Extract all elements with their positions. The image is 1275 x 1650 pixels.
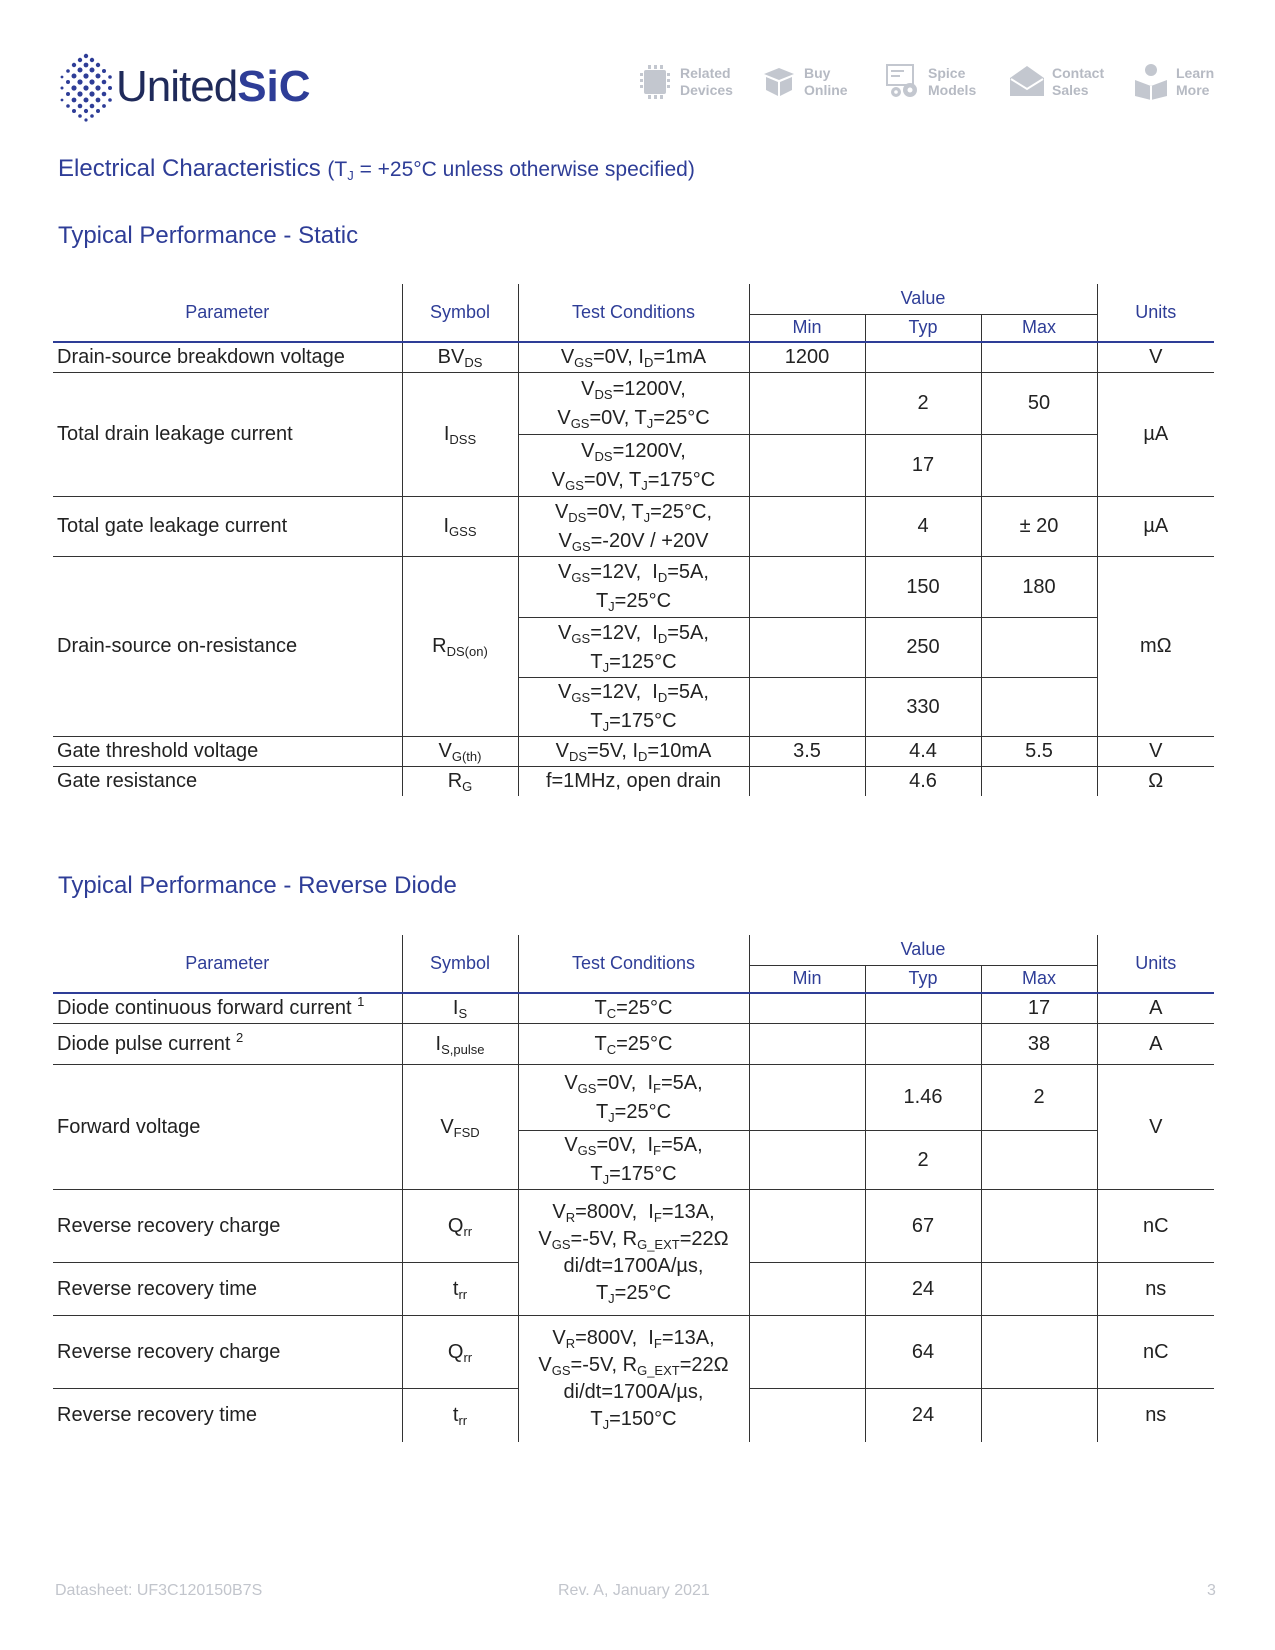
cond-bvds: $V_{GS}=0V$, $I_D=1mA$ [518,342,749,373]
table-row: $V_{GS}=12V$, $I_D=5A$, $T_J=125^\circ C$ 250 [53,618,1214,678]
table-row: Diode pulse current $^2$ $I_{S,pulse}$ $T_C=25^\circ C$ 38 A [53,1024,1214,1065]
table-row: Drain-source breakdown voltage $BV_{DS}$ $V_{GS}=0V$, $I_D=1mA$ 1200 V [53,342,1214,373]
header-value: Value [749,935,1097,965]
symbol-rg: $R_G$ [402,767,518,797]
cond-rds-125: $V_{GS}=12V$, $I_D=5A$, $T_J=125^\circ C$ [518,618,749,678]
symbol-bvds: $BV_{DS}$ [402,342,518,373]
envelope-icon [1008,62,1046,102]
symbol-trr: $t_{rr}$ [402,1263,518,1316]
symbol-qrr: $Q_{rr}$ [402,1190,518,1263]
logo-dots-icon [58,52,114,122]
table-row: Diode continuous forward current $^1$ $I_S$ $T_C=25^\circ C$ 17 A [53,993,1214,1024]
footer-datasheet: Datasheet: UF3C120150B7S [55,1582,263,1599]
symbol-ispulse: $I_{S,pulse}$ [402,1024,518,1065]
header-min: Min [749,965,865,993]
param-ispulse: Diode pulse current $^2$ [57,1029,244,1055]
cond-idss-175: $V_{DS}=1200V$, $V_{GS}=0V$, $T_J=175^\circ C$ [518,435,749,497]
symbol-vgth: $V_{G(th)}$ [402,737,518,767]
table-row: Gate resistance $R_G$ f=1MHz, open drain 4.6 Ω [53,767,1214,797]
top-nav [636,62,1256,102]
cond-rds-25: $V_{GS}=12V$, $I_D=5A$, $T_J=25^\circ C$ [518,557,749,618]
symbol-is: $I_S$ [402,993,518,1024]
table-row: $V_{GS}=12V$, $I_D=5A$, $T_J=175^\circ C$ 330 [53,678,1214,737]
table-row: $V_{DS}=1200V$, $V_{GS}=0V$, $T_J=175^\circ C$ 17 [53,435,1214,497]
symbol-trr: $t_{rr}$ [402,1389,518,1442]
header-parameter: Parameter [53,284,402,342]
cond-recovery-150: $V_R=800V$, $I_F=13A$, $V_{GS}=-5V$, $R_{G\_EXT}=22\Omega$ di/dt=1700A/µs, $T_J=150^\circ C$ [518,1316,749,1442]
header-typ: Typ [865,314,981,342]
header-max: Max [981,314,1097,342]
header-parameter: Parameter [53,935,402,993]
header-typ: Typ [865,965,981,993]
table-row: Reverse recovery charge $Q_{rr}$ $V_R=800V$, $I_F=13A$, $V_{GS}=-5V$, $R_{G\_EXT}=22\Omega$ di/dt=1700A/µs, $T_J=150^\circ C$ 64 nC [53,1316,1214,1389]
reader-icon [1132,62,1170,102]
cond-vgth: $V_{DS}=5V$, $I_D=10mA$ [518,737,749,767]
table-row: Drain-source on-resistance $R_{DS(on)}$ $V_{GS}=12V$, $I_D=5A$, $T_J=25^\circ C$ 150 180 mΩ [53,557,1214,618]
cond-rds-175: $V_{GS}=12V$, $I_D=5A$, $T_J=175^\circ C$ [518,678,749,737]
footer-revision: Rev. A, January 2021 [558,1582,710,1599]
table-row: $V_{GS}=0V$, $I_F=5A$, $T_J=175^\circ C$ 2 [53,1131,1214,1190]
footer-page-number: 3 [1207,1582,1216,1599]
table-row: Forward voltage $V_{FSD}$ $V_{GS}=0V$, $I_F=5A$, $T_J=25^\circ C$ 1.46 2 V [53,1065,1214,1131]
cond-ispulse: $T_C=25^\circ C$ [518,1024,749,1065]
symbol-qrr: $Q_{rr}$ [402,1316,518,1389]
cond-idss-25: $V_{DS}=1200V$, $V_{GS}=0V$, $T_J=25^\circ C$ [518,373,749,435]
header-min: Min [749,314,865,342]
cond-vfsd-25: $V_{GS}=0V$, $I_F=5A$, $T_J=25^\circ C$ [518,1065,749,1131]
table-row: Gate threshold voltage $V_{G(th)}$ $V_{DS}=5V$, $I_D=10mA$ 3.5 4.4 5.5 V [53,737,1214,767]
cond-recovery-25: $V_R=800V$, $I_F=13A$, $V_{GS}=-5V$, $R_{G\_EXT}=22\Omega$ di/dt=1700A/µs, $T_J=25^\circ C$ [518,1190,749,1316]
header-max: Max [981,965,1097,993]
logo-wordmark: UnitedSiC [116,62,311,111]
nav-spice-models[interactable]: Spice Models [884,62,988,102]
electrical-characteristics-heading: Electrical Characteristics ($T_J = +25^\circ C$ unless otherwise specified) [58,155,695,183]
cond-is: $T_C=25^\circ C$ [518,993,749,1024]
header-units: Units [1097,935,1214,993]
header-symbol: Symbol [402,935,518,993]
united-sic-logo [58,52,311,122]
table-row: Reverse recovery charge $Q_{rr}$ $V_R=800V$, $I_F=13A$, $V_{GS}=-5V$, $R_{G\_EXT}=22\Omega$ di/dt=1700A/µs, $T_J=25^\circ C$ 67 nC [53,1190,1214,1263]
nav-buy-online[interactable]: Buy Online [760,62,864,102]
table-row: Total drain leakage current $I_{DSS}$ $V_{DS}=1200V$, $V_{GS}=0V$, $T_J=25^\circ C$ 2 50 µA [53,373,1214,435]
param-is: Diode continuous forward current $^1$ [57,994,365,1019]
table-row: Reverse recovery time $t_{rr}$ 24 ns [53,1389,1214,1442]
static-performance-table [53,284,1214,796]
symbol-igss: $I_{GSS}$ [402,497,518,557]
header-test-conditions: Test Conditions [518,935,749,993]
reverse-diode-table [53,935,1214,1442]
cond-vfsd-175: $V_{GS}=0V$, $I_F=5A$, $T_J=175^\circ C$ [518,1131,749,1190]
chip-icon [636,62,674,102]
table-row: Reverse recovery time $t_{rr}$ 24 ns [53,1263,1214,1316]
gears-icon [884,62,922,102]
symbol-vfsd: $V_{FSD}$ [402,1065,518,1190]
symbol-rds-on: $R_{DS(on)}$ [402,557,518,737]
header-test-conditions: Test Conditions [518,284,749,342]
diode-section-title: Typical Performance - Reverse Diode [58,872,457,899]
static-section-title: Typical Performance - Static [58,222,359,249]
header-value: Value [749,284,1097,314]
header-symbol: Symbol [402,284,518,342]
nav-related-devices[interactable]: Related Devices [636,62,740,102]
symbol-idss: $I_{DSS}$ [402,373,518,497]
table-row: Total gate leakage current $I_{GSS}$ $V_{DS}=0V$, $T_J=25^\circ C$, $V_{GS}=-20V / +20V$ 4 ± 20 µA [53,497,1214,557]
nav-contact-sales[interactable]: Contact Sales [1008,62,1112,102]
header-units: Units [1097,284,1214,342]
nav-learn-more[interactable]: Learn More [1132,62,1236,102]
box-icon [760,62,798,102]
cond-igss: $V_{DS}=0V$, $T_J=25^\circ C$, $V_{GS}=-20V / +20V$ [518,497,749,557]
